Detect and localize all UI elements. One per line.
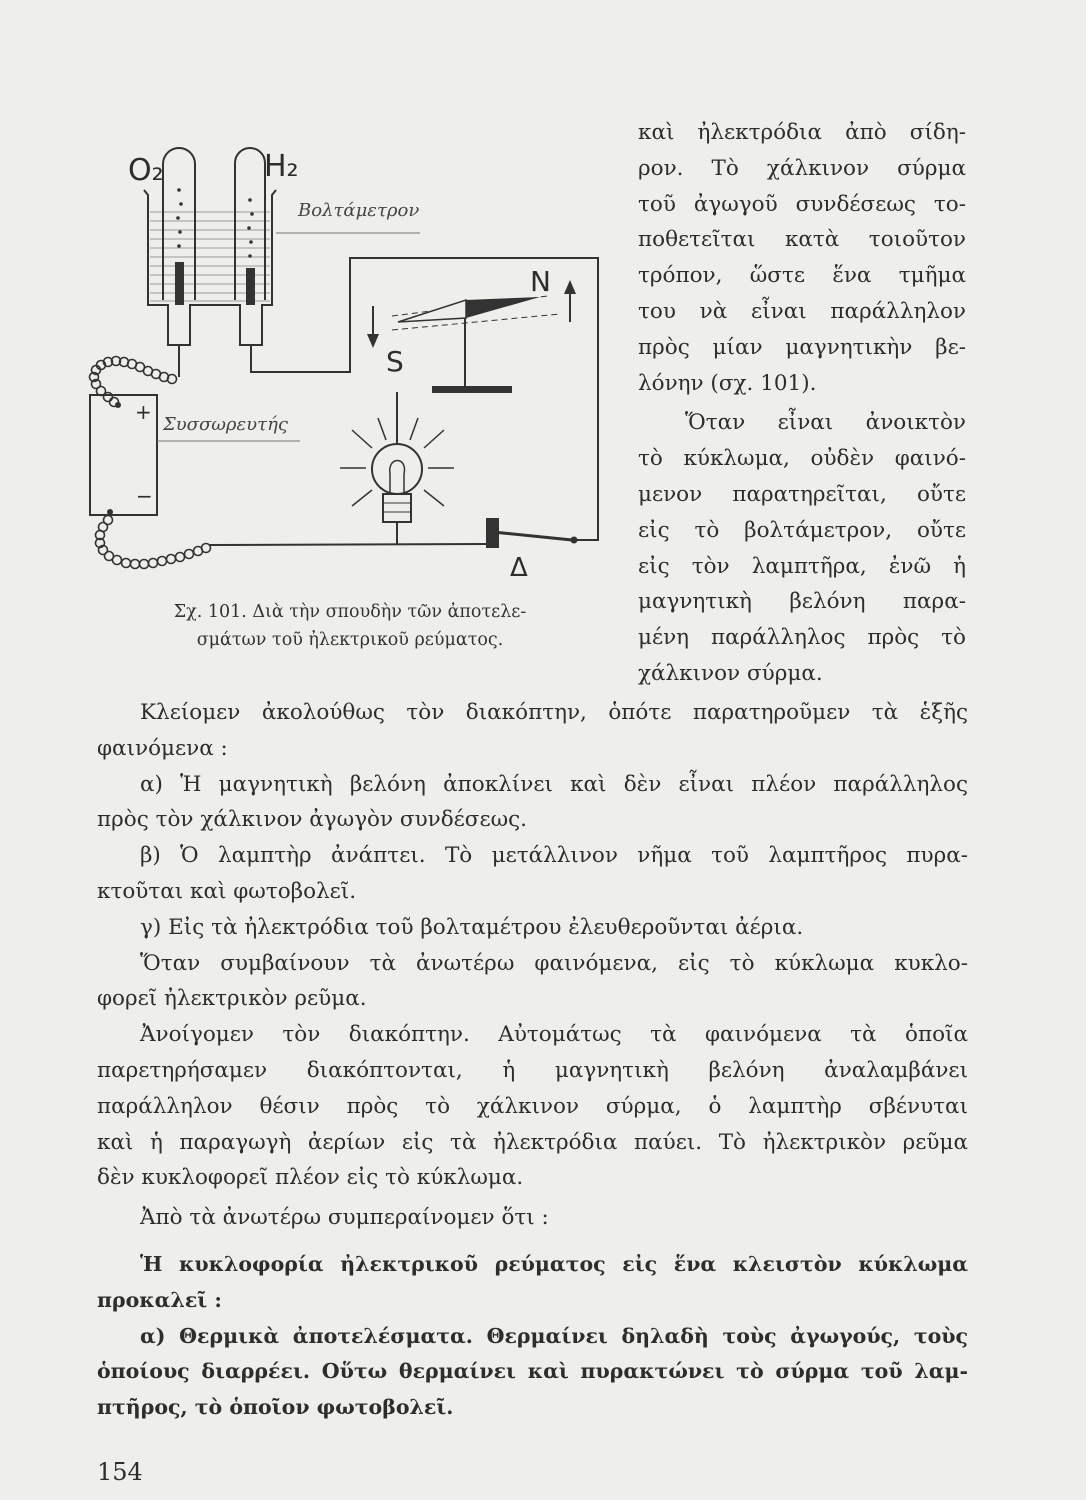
text-line: τρόπον, ὥστε ἕνα τμῆμα xyxy=(638,263,966,289)
magnetic-needle-south xyxy=(398,300,466,322)
light-ray xyxy=(378,418,386,440)
body-text xyxy=(97,695,968,1426)
needle-stand-base xyxy=(432,386,512,393)
text-line: καὶ ἠλεκτρόδια ἀπὸ σίδη- xyxy=(638,120,966,145)
switch-blade xyxy=(493,532,572,540)
magnetic-needle-north xyxy=(466,297,540,318)
accumulator-positive-terminal xyxy=(115,402,121,408)
wire-main-loop xyxy=(251,258,598,540)
text-line: τὸ κύκλωμα, οὐδὲν φαινό- xyxy=(638,446,966,472)
coil-loop xyxy=(167,555,176,564)
coil-loop xyxy=(140,560,149,569)
switch-contact xyxy=(571,537,578,544)
text-line: α) Θερμικὰ ἀποτελέσματα. Θερμαίνει δηλαδὴ τοὺς ἀγωγούς, τοὺς xyxy=(140,1323,968,1348)
list-item xyxy=(97,838,968,910)
light-ray xyxy=(410,418,418,440)
text-line: παρετηρήσαμεν διακόπτονται, ἡ μαγνητικὴ βελόνη ἀναλαμβάνει xyxy=(97,1057,968,1083)
gas-bubble xyxy=(250,212,254,216)
text-line: μένη παράλληλος πρὸς τὸ xyxy=(638,625,966,651)
paragraph xyxy=(638,405,966,691)
paragraph xyxy=(97,1200,968,1236)
text-line: β) Ὁ λαμπτὴρ ἀνάπτει. Τὸ μετάλλινον νῆμα τοῦ λαμπτῆρος πυρα- xyxy=(140,843,968,869)
coil-loop xyxy=(176,553,185,562)
coil-loop xyxy=(131,560,140,569)
gas-bubble xyxy=(179,202,183,206)
label-h2: H₂ xyxy=(264,149,299,184)
coil-loop xyxy=(122,559,131,568)
north-arrow-head xyxy=(564,280,576,294)
coil-wire-bottom xyxy=(96,516,211,569)
text-line: Ἀπὸ τὰ ἀνωτέρω συμπεραίνομεν ὅτι : xyxy=(140,1205,549,1231)
side-column xyxy=(638,115,966,692)
gas-bubble xyxy=(178,230,182,234)
switch-post xyxy=(486,518,499,548)
paragraph xyxy=(97,695,968,767)
paragraph xyxy=(97,1017,968,1196)
paragraph xyxy=(97,946,968,1018)
text-line: α) Ἡ μαγνητικὴ βελόνη ἀποκλίνει καὶ δὲν εἶναι πλέον παράλληλος xyxy=(140,771,968,797)
coil-wire-top xyxy=(90,357,177,407)
text-line: καὶ ἡ παραγωγὴ ἀερίων εἰς τὰ ἠλεκτρόδια παύει. Τὸ ἠλεκτρικὸν ρεῦμα xyxy=(97,1129,968,1155)
gas-bubble xyxy=(176,216,180,220)
label-plus: + xyxy=(135,400,152,424)
text-line: κτοῦται καὶ φωτοβολεῖ. xyxy=(97,878,357,904)
light-ray xyxy=(424,490,444,506)
coil-loop xyxy=(158,557,167,566)
electrode-anode xyxy=(175,262,184,305)
gas-bubble xyxy=(248,198,252,202)
caption-line: σμάτων τοῦ ἠλεκτρικοῦ ρεύματος. xyxy=(196,630,504,650)
text-line: Ὅταν εἶναι ἀνοικτὸν xyxy=(685,410,966,436)
electrode-cathode xyxy=(246,268,255,305)
south-arrow-head xyxy=(367,334,379,348)
lamp-filament xyxy=(390,461,405,494)
circuit-diagram xyxy=(80,110,620,590)
text-line: εἰς τὸν λαμπτῆρα, ἐνῶ ἡ xyxy=(638,553,966,579)
label-o2: O₂ xyxy=(128,153,164,188)
gas-bubble xyxy=(248,254,252,258)
gas-bubble xyxy=(249,240,253,244)
gas-bubble xyxy=(177,188,181,192)
text-line: προκαλεῖ : xyxy=(97,1287,222,1312)
coil-loop xyxy=(113,556,122,565)
text-line: Ἡ κυκλοφορία ἠλεκτρικοῦ ρεύματος εἰς ἕνα κλειστὸν κύκλωμα xyxy=(140,1251,968,1276)
coil-loop xyxy=(104,393,113,402)
text-line: Ἀνοίγομεν τὸν διακόπτην. Αὐτομάτως τὰ φαινόμενα τὰ ὁποῖα xyxy=(140,1022,968,1048)
text-line: Ὅταν συμβαίνουν τὰ ἀνωτέρω φαινόμενα, εἰς τὸ κύκλωμα κυκλο- xyxy=(140,950,968,976)
accumulator-negative-terminal xyxy=(107,509,113,515)
coil-loop xyxy=(149,559,158,568)
gas-bubble xyxy=(247,226,251,230)
coil-loop xyxy=(202,544,211,553)
label-accumulator: Συσσωρευτής xyxy=(163,414,288,435)
label-minus: − xyxy=(136,484,153,508)
list-item xyxy=(97,767,968,839)
page-number: 154 xyxy=(97,1458,143,1486)
text-line: φαινόμενα : xyxy=(97,735,228,761)
text-line: εἰς τὸ βολτάμετρον, οὔτε xyxy=(638,517,966,543)
text-line: πρὸς τὸν χάλκινον ἀγωγὸν συνδέσεως. xyxy=(97,807,528,833)
conclusion-statement xyxy=(97,1247,968,1319)
text-line: πρὸς μίαν μαγνητικὴν βε- xyxy=(638,334,966,360)
text-line: ρον. Τὸ χάλκινον σύρμα xyxy=(638,155,966,181)
gas-bubble xyxy=(177,244,181,248)
coil-loop xyxy=(185,550,194,559)
text-line: ὁποίους διαρρέει. Οὕτω θερμαίνει καὶ πυρακτώνει τὸ σύρμα τοῦ λαμ- xyxy=(97,1359,968,1384)
text-line: μαγνητικὴ βελόνη παρα- xyxy=(638,589,966,615)
list-item xyxy=(97,1319,968,1426)
label-south: S xyxy=(386,345,404,378)
text-line: χάλκινον σύρμα. xyxy=(638,660,823,686)
lamp-base xyxy=(383,494,411,522)
light-ray xyxy=(424,430,444,448)
label-voltameter: Βολτάμετρον xyxy=(298,200,420,221)
lamp-bulb xyxy=(372,444,422,494)
figure-caption xyxy=(120,598,580,654)
text-line: λόνην (σχ. 101). xyxy=(638,370,817,396)
list-item xyxy=(97,910,968,946)
text-line: τοῦ ἀγωγοῦ συνδέσεως το- xyxy=(638,191,966,217)
text-line: φορεῖ ἠλεκτρικὸν ρεῦμα. xyxy=(97,986,367,1012)
text-line: γ) Εἰς τὰ ἠλεκτρόδια τοῦ βολταμέτρου ἐλευθεροῦνται ἀέρια. xyxy=(140,914,804,940)
wire-bottom xyxy=(210,544,487,545)
label-north: N xyxy=(530,265,551,298)
light-ray xyxy=(352,490,372,506)
text-line: του νὰ εἶναι παράλληλον xyxy=(638,298,966,324)
text-line: πτῆρος, τὸ ὁποῖον φωτοβολεῖ. xyxy=(97,1395,454,1420)
text-line: δὲν κυκλοφορεῖ πλέον εἰς τὸ κύκλωμα. xyxy=(97,1165,524,1191)
paragraph xyxy=(638,115,966,401)
gas-bubbles-h2 xyxy=(247,198,254,258)
text-line: παράλληλον θέσιν πρὸς τὸ χάλκινον σύρμα, ὁ λαμπτὴρ σβένυται xyxy=(97,1093,968,1119)
label-switch: Δ xyxy=(510,553,528,583)
caption-line: Σχ. 101. Διὰ τὴν σπουδὴν τῶν ἀποτελε- xyxy=(173,602,527,622)
text-line: μενον παρατηρεῖται, οὔτε xyxy=(638,481,966,507)
text-line: Κλείομεν ἀκολούθως τὸν διακόπτην, ὁπότε παρατηροῦμεν τὰ ἑξῆς xyxy=(140,700,968,725)
light-ray xyxy=(352,430,372,448)
text-line: ποθετεῖται κατὰ τοιοῦτον xyxy=(638,227,966,253)
